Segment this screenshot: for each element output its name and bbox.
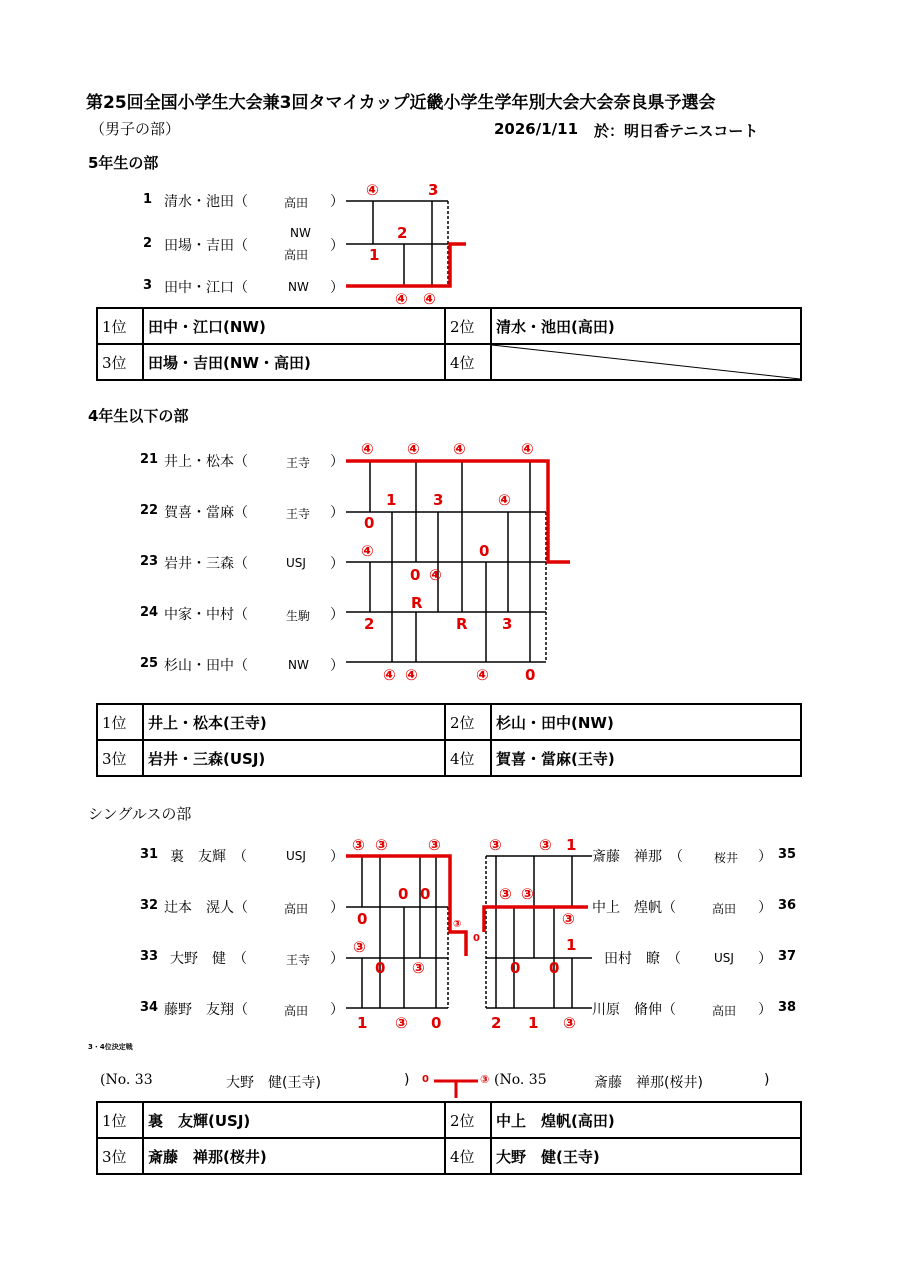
close-paren: ） <box>330 849 344 865</box>
svg-text:0: 0 <box>549 959 560 977</box>
close-paren: ） <box>330 951 344 967</box>
score-mark: 0 <box>525 666 536 684</box>
player-number: 2 <box>143 236 153 251</box>
rank-label: 3位 <box>97 1138 143 1174</box>
player-affiliation-2: 高田 <box>284 248 309 262</box>
third-left-name: 大野 健(王寺) <box>226 1075 321 1091</box>
close-paren: ） <box>330 607 344 623</box>
rank-4-name: 賀喜・當麻(王寺) <box>491 740 801 776</box>
rank-label: 4位 <box>445 740 491 776</box>
player-names: 裏 友輝 （ <box>170 849 247 865</box>
rank-label: 3位 <box>97 344 143 380</box>
player-names: 田場・吉田（ <box>164 238 248 254</box>
final-score-left: ③ <box>453 919 462 930</box>
event-venue: 於：明日香テニスコート <box>594 122 759 140</box>
close-paren: ） <box>330 238 344 254</box>
player-affiliation: 桜井 <box>714 851 739 865</box>
player-number: 33 <box>140 949 159 964</box>
player-names: 杉山・田中（ <box>164 658 248 674</box>
svg-text:0: 0 <box>510 959 521 977</box>
score-mark: ④ <box>405 666 418 684</box>
close-paren: ） <box>330 658 344 674</box>
rank-label: 1位 <box>97 308 143 344</box>
player-number: 36 <box>778 898 797 913</box>
third-right-close: ) <box>764 1072 770 1088</box>
rank-label: 2位 <box>445 704 491 740</box>
score-mark: ④ <box>521 440 534 458</box>
svg-text:③: ③ <box>428 836 441 854</box>
score-mark: ④ <box>453 440 466 458</box>
svg-text:0: 0 <box>357 910 368 928</box>
player-number: 38 <box>778 1000 797 1015</box>
player-affiliation: 王寺 <box>286 953 311 967</box>
score-mark: R <box>456 615 468 633</box>
close-paren: ） <box>330 505 344 521</box>
player-names: 大野 健 （ <box>170 951 247 967</box>
close-paren: ） <box>330 900 344 916</box>
score-mark: 0 <box>364 514 375 532</box>
svg-text:③: ③ <box>539 836 552 854</box>
svg-text:③: ③ <box>499 885 512 903</box>
score-mark: ④ <box>423 290 436 308</box>
rank-1-name: 裏 友輝(USJ) <box>143 1102 445 1138</box>
rank-1-name: 田中・江口(NW) <box>143 308 445 344</box>
player-number: 34 <box>140 1000 159 1015</box>
third-left-no: (No. 33 <box>100 1072 153 1088</box>
svg-text:③: ③ <box>563 1014 576 1032</box>
player-affiliation: NW <box>290 226 311 240</box>
player-names: 岩井・三森（ <box>164 556 248 572</box>
score-mark: 3 <box>428 181 439 199</box>
rank-2-name: 杉山・田中(NW) <box>491 704 801 740</box>
svg-text:1: 1 <box>357 1014 368 1032</box>
third-right-score: ③ <box>480 1073 490 1086</box>
score-mark: 2 <box>397 224 408 242</box>
player-affiliation: 高田 <box>712 1004 737 1018</box>
player-names: 斎藤 禅那 （ <box>592 849 683 865</box>
rank-label: 4位 <box>445 1138 491 1174</box>
page-title: 第25回全国小学生大会兼3回タマイカップ近畿小学生学年別大会大会奈良県予選会 <box>86 93 716 113</box>
rank-label: 1位 <box>97 704 143 740</box>
player-number: 31 <box>140 847 159 862</box>
player-names: 中家・中村（ <box>164 607 248 623</box>
score-mark: ④ <box>476 666 489 684</box>
third-right-name: 斎藤 禅那(桜井) <box>594 1075 703 1091</box>
player-number: 3 <box>143 278 153 293</box>
close-paren: ） <box>330 194 344 210</box>
svg-text:③: ③ <box>562 910 575 928</box>
player-number: 37 <box>778 949 797 964</box>
final-score-right: 0 <box>473 933 480 944</box>
close-paren: ） <box>330 556 344 572</box>
close-paren: ） <box>758 1002 772 1018</box>
score-mark: ④ <box>429 566 442 584</box>
score-mark: 3 <box>433 491 444 509</box>
player-affiliation: 生駒 <box>286 609 311 623</box>
rank-2-name: 中上 煌帆(高田) <box>491 1102 801 1138</box>
player-names: 藤野 友翔（ <box>164 1002 248 1018</box>
rank-label: 3位 <box>97 740 143 776</box>
third-left-close: ) <box>404 1072 410 1088</box>
player-names: 田中・江口（ <box>164 280 248 296</box>
player-affiliation: NW <box>288 280 309 294</box>
svg-text:2: 2 <box>491 1014 502 1032</box>
player-affiliation: 高田 <box>284 196 309 210</box>
score-mark: ④ <box>361 542 374 560</box>
rank-2-name: 清水・池田(高田) <box>491 308 801 344</box>
player-names: 賀喜・當麻（ <box>164 505 248 521</box>
svg-text:1: 1 <box>528 1014 539 1032</box>
third-right-no: (No. 35 <box>494 1072 547 1088</box>
rank-3-name: 斎藤 禅那(桜井) <box>143 1138 445 1174</box>
rank-3-name: 田場・吉田(NW・高田) <box>143 344 445 380</box>
player-number: 24 <box>140 605 159 620</box>
svg-text:③: ③ <box>395 1014 408 1032</box>
svg-text:③: ③ <box>412 959 425 977</box>
score-mark: ④ <box>498 491 511 509</box>
player-affiliation: 高田 <box>284 902 309 916</box>
close-paren: ） <box>758 951 772 967</box>
player-number: 32 <box>140 898 159 913</box>
player-names: 田村 瞭 （ <box>604 951 681 967</box>
svg-text:0: 0 <box>375 959 386 977</box>
section-heading-grade5: 5年生の部 <box>88 154 159 172</box>
player-number: 1 <box>143 192 153 207</box>
section-heading-grade4: 4年生以下の部 <box>88 407 189 425</box>
singles-results-table <box>96 1101 802 1175</box>
close-paren: ） <box>758 849 772 865</box>
player-affiliation: 高田 <box>712 902 737 916</box>
score-mark: 0 <box>479 542 490 560</box>
player-number: 23 <box>140 554 159 569</box>
close-paren: ） <box>330 280 344 296</box>
player-names: 中上 煌帆（ <box>592 900 676 916</box>
player-affiliation: USJ <box>286 556 306 570</box>
score-mark: 3 <box>502 615 513 633</box>
division-label: （男子の部） <box>90 120 181 138</box>
svg-text:0: 0 <box>398 885 409 903</box>
rank-4-name: 大野 健(王寺) <box>491 1138 801 1174</box>
score-mark: ④ <box>383 666 396 684</box>
svg-text:1: 1 <box>566 836 577 854</box>
player-names: 清水・池田（ <box>164 194 248 210</box>
rank-1-name: 井上・松本(王寺) <box>143 704 445 740</box>
score-mark: ④ <box>407 440 420 458</box>
player-number: 22 <box>140 503 159 518</box>
svg-text:③: ③ <box>521 885 534 903</box>
close-paren: ） <box>330 1002 344 1018</box>
rank-label: 2位 <box>445 308 491 344</box>
rank-label: 1位 <box>97 1102 143 1138</box>
score-mark: ④ <box>361 440 374 458</box>
rank-label: 2位 <box>445 1102 491 1138</box>
score-mark: 1 <box>386 491 397 509</box>
player-affiliation: USJ <box>714 951 734 965</box>
close-paren: ） <box>758 900 772 916</box>
third-place-match-label: 3・4位決定戦 <box>88 1043 133 1051</box>
svg-text:1: 1 <box>566 936 577 954</box>
svg-text:③: ③ <box>352 836 365 854</box>
player-names: 辻本 滉人（ <box>164 900 248 916</box>
player-number: 35 <box>778 847 797 862</box>
player-affiliation: NW <box>288 658 309 672</box>
score-mark: R <box>411 594 423 612</box>
score-mark: ④ <box>366 181 379 199</box>
player-affiliation: USJ <box>286 849 306 863</box>
svg-text:③: ③ <box>353 938 366 956</box>
player-number: 25 <box>140 656 159 671</box>
score-mark: 2 <box>364 615 375 633</box>
player-affiliation: 王寺 <box>286 456 311 470</box>
player-affiliation: 高田 <box>284 1004 309 1018</box>
svg-text:③: ③ <box>489 836 502 854</box>
event-date: 2026/1/11 <box>494 120 579 138</box>
score-mark: 0 <box>410 566 421 584</box>
close-paren: ） <box>330 454 344 470</box>
rank-3-name: 岩井・三森(USJ) <box>143 740 445 776</box>
score-mark: 1 <box>369 246 380 264</box>
score-mark: ④ <box>395 290 408 308</box>
player-affiliation: 王寺 <box>286 507 311 521</box>
section-heading-singles: シングルスの部 <box>88 805 192 823</box>
svg-text:0: 0 <box>431 1014 442 1032</box>
svg-text:③: ③ <box>375 836 388 854</box>
svg-text:0: 0 <box>420 885 431 903</box>
player-number: 21 <box>140 452 159 467</box>
rank-label: 4位 <box>445 344 491 380</box>
player-names: 井上・松本（ <box>164 454 248 470</box>
player-names: 川原 脩伸（ <box>592 1002 676 1018</box>
third-left-score: 0 <box>422 1074 429 1085</box>
